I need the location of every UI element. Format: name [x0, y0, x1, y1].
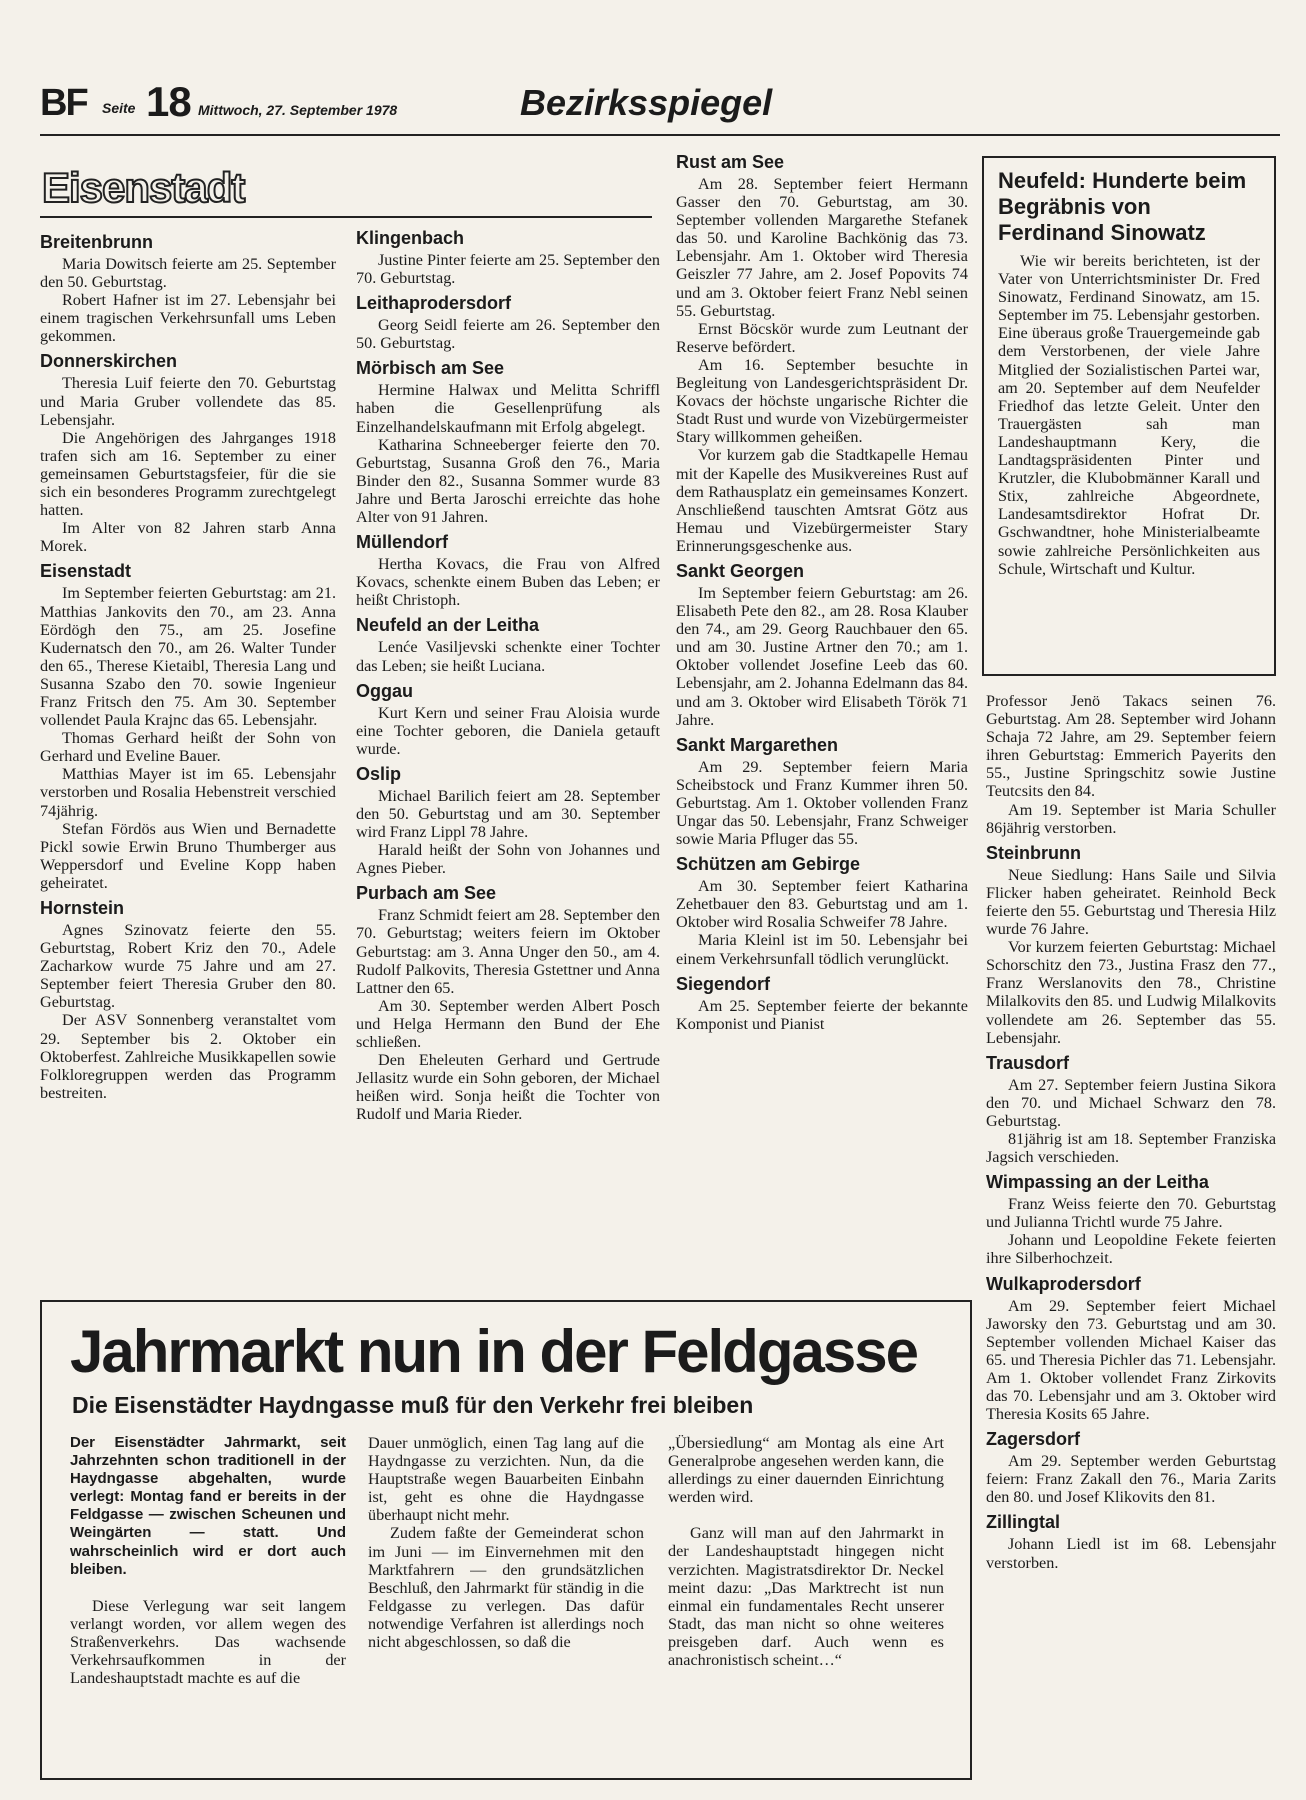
news-paragraph: Am 28. September feiert Hermann Gasser den 70. Geburtstag, am 30. September vollenden Margarethe Stefanek das 50. und Karoline Bachkönig das 73. Lebensjahr. Am 1. Oktober wird Theresia Geiszler 77 Jahre, am 2. Josef Popovits 74 und am 3. Oktober feiert Franz Nebl seinen 55. Geburtstag.: [676, 175, 968, 320]
news-paragraph: Am 25. September feierte der bekannte Komponist und Pianist: [676, 996, 968, 1033]
town-heading: Purbach am See: [356, 883, 497, 904]
town-heading: Sankt Georgen: [676, 560, 805, 581]
feature-text-1: Diese Verlegung war seit langem verlangt worden, vor allem wegen des Straßenverkehrs. Das wachsende Verkehrsaufkommen in der Landeshauptstadt machte es auf die: [70, 1596, 346, 1688]
town-heading: Eisenstadt: [40, 561, 132, 582]
news-paragraph: Professor Jenö Takacs seinen 76. Geburtstag. Am 28. September wird Johann Schaja 72 Jahre, am 29. September feiern ihren Geburtstag: Emmerich Payerits den 55., Justine Springschitz sowie Justine Teutcsits den 84.: [986, 692, 1276, 801]
news-paragraph: Harald heißt der Sohn von Johannes und Agnes Pieber.: [356, 841, 660, 878]
box-headline: Neufeld: Hunderte beim Begräbnis von Ferdinand Sinowatz: [998, 168, 1247, 245]
town-heading: Müllendorf: [356, 532, 448, 553]
news-paragraph: Maria Kleinl ist im 50. Lebensjahr bei einem Verkehrsunfall tödlich verunglückt.: [676, 931, 968, 968]
feature-lead: Der Eisenstädter Jahrmarkt, seit Jahrzehnten schon traditionell in der Haydngasse abgehalten, wurde verlegt: Montag fand er bereits in der Feldgasse — zwischen Scheunen und Weingärten — statt. Und wahrscheinlich wird er dort auch bleiben.: [70, 1434, 346, 1578]
feature-text-2a: Dauer unmöglich, einen Tag lang auf die Haydngasse zu verzichten. Nun, da die Hauptstraße wegen Bauarbeiten Einbahn ist, geht es ohne die Haydngasse überhaupt nicht mehr.: [368, 1434, 644, 1525]
sinowatz-article-box: [982, 156, 1276, 676]
town-heading: Klingenbach: [356, 228, 465, 248]
news-paragraph: Die Angehörigen des Jahrganges 1918 trafen sich am 16. September zu einer gemeinsamen Geburtstagsfeier, für die sie sich ein besonderes Programm zurechtgelegt hatten.: [40, 428, 336, 520]
feature-text-3a: „Übersiedlung“ am Montag als eine Art Generalprobe angesehen werden kann, die allerdings zu einer dauernden Einrichtung werden wird.: [668, 1434, 944, 1507]
town-heading: Donnerskirchen: [40, 351, 178, 372]
town-heading: Zagersdorf: [986, 1429, 1081, 1450]
column-3: [676, 152, 968, 1033]
feature-headline: Jahrmarkt nun in der Feldgasse: [70, 1318, 917, 1385]
section-title: Bezirksspiegel: [520, 82, 773, 123]
news-paragraph: Der ASV Sonnenberg veranstaltet vom 29. September bis 2. Oktober ein Oktoberfest. Zahlreiche Musikkapellen sowie Folkloregruppen werden das Programm bestreiten.: [40, 1011, 336, 1102]
news-paragraph: Agnes Szinovatz feierte den 55. Geburtstag, Robert Kriz den 70., Adele Zacharkow wurde 75 Jahre und am 27. September feiert Theresia Gruber den 80. Geburtstag.: [40, 921, 336, 1012]
town-heading: Hornstein: [40, 898, 125, 918]
news-paragraph: Robert Hafner ist im 27. Lebensjahr bei einem tragischen Verkehrsunfall ums Leben gekommen.: [40, 291, 336, 346]
town-heading: Wulkaprodersdorf: [986, 1273, 1141, 1294]
news-paragraph: Johann und Leopoldine Fekete feierten ihre Silberhochzeit.: [986, 1231, 1276, 1268]
news-paragraph: Am 16. September besuchte in Begleitung von Landesgerichtspräsident Dr. Kovacs der höchste ungarische Richter die Stadt Rust und wurde von Vizebürgermeister Stary willkommen geheißen.: [676, 355, 968, 447]
feature-text-3b: Ganz will man auf den Jahrmarkt in der Landeshauptstadt hingegen nicht verzichten. Magistratsdirektor Dr. Neckel meint dazu: „Das Marktrecht ist nun einmal ein fundamentales Recht unserer Stadt, das man nicht so ohne weiteres preisgeben darf. Auch wenn es anachronistisch scheint…“: [668, 1524, 944, 1670]
town-heading: Mörbisch am See: [356, 358, 505, 379]
news-paragraph: Matthias Mayer ist im 65. Lebensjahr verstorben und Rosalia Hebenstreit verschied 74jährig.: [40, 765, 336, 820]
page-header: [40, 78, 1280, 128]
news-paragraph: Im Alter von 82 Jahren starb Anna Morek.: [40, 519, 336, 556]
feature-subheadline: Die Eisenstädter Haydngasse muß für den Verkehr frei bleiben: [72, 1392, 754, 1418]
town-heading: Trausdorf: [986, 1052, 1070, 1073]
town-heading: Siegendorf: [676, 973, 771, 994]
column-2: [356, 228, 660, 1123]
news-paragraph: Maria Dowitsch feierte am 25. September den 50. Geburtstag.: [40, 255, 336, 292]
news-paragraph: Vor kurzem feierten Geburtstag: Michael Schorschitz den 73., Justina Frasz den 77., Franz Werslanovits den 78., Christine Milalkovits den 85. und Ludwig Milalkovits vollendete am 26. September das 55. Lebensjahr.: [986, 938, 1276, 1047]
news-paragraph: Hertha Kovacs, die Frau von Alfred Kovacs, schenkte einem Buben das Leben; er heißt Christoph.: [356, 555, 660, 610]
news-paragraph: Im September feiern Geburtstag: am 26. Elisabeth Pete den 82., am 28. Rosa Klauber den 74., am 29. Georg Rauchbauer den 65. und am 30. Justine Artner den 70.; am 1. Oktober vollendet Josefine Leeb das 60. Lebensjahr, am 2. Johanna Edelmann das 84. und am 3. Oktober wird Elisabeth Török 71 Jahre.: [676, 583, 968, 729]
page-label: Seite: [102, 100, 136, 116]
news-paragraph: Den Eheleuten Gerhard und Gertrude Jellasitz wurde ein Sohn geboren, der Michael heißen wird. Sonja heißt die Tochter von Rudolf und Maria Rieder.: [356, 1051, 660, 1124]
news-paragraph: Katharina Schneeberger feierte den 70. Geburtstag, Susanna Groß den 76., Maria Binder den 82., Susanna Sommer wurde 83 Jahre und Berta Jaroschi erreichte das hohe Alter von 91 Jahren.: [356, 435, 660, 527]
news-paragraph: Thomas Gerhard heißt der Sohn von Gerhard und Eveline Bauer.: [40, 729, 336, 766]
news-paragraph: Am 30. September feiert Katharina Zehetbauer den 83. Geburtstag und am 1. Oktober wird Rosalia Schweifer 78 Jahre.: [676, 877, 968, 932]
news-paragraph: Im September feierten Geburtstag: am 21. Matthias Jankovits den 70., am 23. Anna Eördögh den 75., am 25. Josefine Kudernatsch den 70., am 26. Walter Tunder den 65., Therese Kietaibl, Theresia Lang und Susanna Szabo den 70. sowie Ingenieur Franz Fritsch den 75. Am 30. September vollendet Paula Krajnc das 65. Lebensjahr.: [40, 584, 336, 730]
news-paragraph: Justine Pinter feierte am 25. September den 70. Geburtstag.: [356, 251, 660, 288]
news-paragraph: Michael Barilich feiert am 28. September den 50. Geburtstag und am 30. September wird Franz Lippl 78 Jahre.: [356, 786, 660, 842]
page-number: 18: [146, 78, 191, 125]
town-heading: Steinbrunn: [986, 842, 1081, 863]
news-paragraph: Johann Liedl ist im 68. Lebensjahr verstorben.: [986, 1535, 1276, 1572]
paper-logo: BF: [40, 82, 87, 124]
town-heading: Leithaprodersdorf: [356, 293, 512, 314]
feature-column-3: [668, 1434, 944, 1669]
news-paragraph: Ernst Böcskör wurde zum Leutnant der Reserve befördert.: [676, 319, 968, 356]
town-heading: Rust am See: [676, 152, 785, 172]
news-paragraph: Stefan Fördös aus Wien und Bernadette Pickl sowie Erwin Bruno Thumberger aus Weppersdorf und Eveline Kopp haben geheiratet.: [40, 819, 336, 892]
news-paragraph: Am 29. September feiern Maria Scheibstock und Franz Kummer ihren 50. Geburtstag. Am 1. Oktober vollenden Franz Ungar das 50. Lebensjahr, Franz Schweiger sowie Maria Pfluger das 55.: [676, 757, 968, 849]
town-heading: Wimpassing an der Leitha: [986, 1172, 1209, 1193]
news-paragraph: Vor kurzem gab die Stadtkapelle Hemau mit der Kapelle des Musikvereines Rust auf dem Rathausplatz ein gemeinsames Konzert. Anschließend tauschten Amtsrat Götz aus Hemau und Vizebürgermeister Stary Erinnerungsgeschenke aus.: [676, 446, 968, 555]
news-paragraph: Kurt Kern und seiner Frau Aloisia wurde eine Tochter geboren, die Daniela getauft wurde.: [356, 703, 660, 758]
header-rule: [40, 134, 1280, 136]
box-text: Wie wir bereits berichteten, ist der Vater von Unterrichtsminister Dr. Fred Sinowatz, Ferdinand Sinowatz, am 15. September im 75. Lebensjahr gestorben. Eine überaus große Trauergemeinde gab dem Verstorbenen, der viele Jahre Mitglied der Sozialistischen Partei war, am 20. September auf dem Neufelder Friedhof das letzte Geleit. Unter den Trauergästen sah man Landeshauptmann Kery, die Landtagspräsidenten Pinter und Krutzler, die Klubobmänner Karall und Stix, zahlreiche Abgeordnete, Landesamtsdirektor Hofrat Dr. Gschwandtner, hohe Ministerialbeamte sowie zahlreiche Persönlichkeiten aus Schule, Wirtschaft und Kultur.: [998, 252, 1260, 578]
town-heading: Zillingtal: [986, 1512, 1060, 1533]
news-paragraph: 81jährig ist am 18. September Franziska Jagsich verschieden.: [986, 1129, 1276, 1167]
town-heading: Neufeld an der Leitha: [356, 615, 540, 636]
news-paragraph: Am 19. September ist Maria Schuller 86jährig verstorben.: [986, 800, 1276, 837]
town-heading: Sankt Margarethen: [676, 734, 839, 755]
town-heading: Oggau: [356, 680, 413, 701]
feature-column-1: [70, 1434, 346, 1687]
news-paragraph: Theresia Luif feierte den 70. Geburtstag und Maria Gruber vollendete das 85. Lebensjahr.: [40, 374, 336, 429]
town-heading: Breitenbrunn: [40, 232, 154, 252]
news-paragraph: Am 29. September feiert Michael Jaworsky den 73. Geburtstag und am 30. September vollenden Michael Kaiser das 65. und Theresia Pichler das 71. Lebensjahr. Am 1. Oktober vollendet Franz Zirkovits das 70. Lebensjahr und am 3. Oktober wird Theresia Kosits 65 Jahre.: [986, 1296, 1276, 1424]
news-paragraph: Hermine Halwax und Melitta Schriffl haben die Gesellenprüfung als Einzelhandelskaufmann mit Erfolg abgelegt.: [356, 381, 660, 436]
district-masthead: Eisenstadt: [42, 164, 245, 211]
news-paragraph: Georg Seidl feierte am 26. September den 50. Geburtstag.: [356, 316, 660, 353]
news-paragraph: Lenće Vasiljevski schenkte einer Tochter das Leben; sie heißt Luciana.: [356, 638, 660, 675]
news-paragraph: Franz Schmidt feiert am 28. September den 70. Geburtstag; weiters feiern im Oktober Geburtstag: am 3. Anna Unger den 50., am 4. Rudolf Palkovits, Theresia Gstettner und Anna Lattner den 65.: [356, 906, 660, 997]
news-paragraph: Neue Siedlung: Hans Saile und Silvia Flicker haben geheiratet. Reinhold Beck feierte den 55. Geburtstag und Theresia Hilz wurde 76 Jahre.: [986, 865, 1276, 939]
jahrmarkt-feature: [40, 1300, 972, 1780]
news-paragraph: Am 30. September werden Albert Posch und Helga Hermann den Bund der Ehe schließen.: [356, 996, 660, 1051]
news-paragraph: Franz Weiss feierte den 70. Geburtstag und Julianna Trichtl wurde 75 Jahre.: [986, 1195, 1276, 1232]
town-heading: Oslip: [356, 763, 402, 784]
column-1: [40, 232, 336, 1102]
issue-date: Mittwoch, 27. September 1978: [198, 102, 398, 118]
feature-column-2: [368, 1434, 644, 1651]
masthead-rule: [40, 216, 652, 218]
column-4: [986, 692, 1276, 1572]
feature-text-2b: Zudem faßte der Gemeinderat schon im Juni — im Einvernehmen mit den Marktfahrern — den grundsätzlichen Beschluß, den Jahrmarkt für ständig in die Feldgasse zu verlegen. Das dafür notwendige Verfahren ist allerdings noch nicht abgeschlossen, so daß die: [368, 1524, 644, 1652]
news-paragraph: Am 27. September feiern Justina Sikora den 70. und Michael Schwarz den 78. Geburtstag.: [986, 1075, 1276, 1130]
news-paragraph: Am 29. September werden Geburtstag feiern: Franz Zakall den 76., Maria Zarits den 80. und Josef Klikovits den 81.: [986, 1452, 1276, 1507]
town-heading: Schützen am Gebirge: [676, 854, 861, 875]
